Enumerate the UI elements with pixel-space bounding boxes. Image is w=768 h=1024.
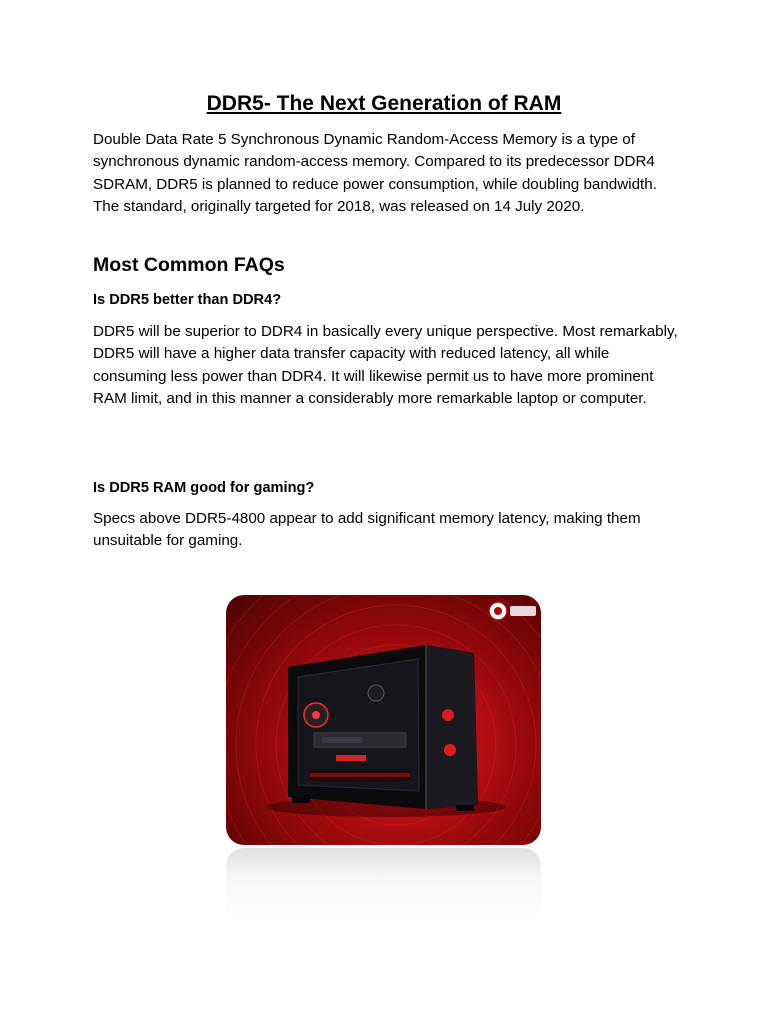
gaming-pc-case-icon xyxy=(226,595,541,845)
faq-question-2: Is DDR5 RAM good for gaming? xyxy=(93,480,315,496)
faq-answer-1: DDR5 will be superior to DDR4 in basically every unique perspective. Most remarkably, DDR5 will have a higher data transfer capacity with reduced latency, all while consuming less power than DDR4. It will likewise permit us to have more prominent RAM limit, and in this manner a considerably more remarkable laptop or computer. xyxy=(93,323,678,408)
faq-question-1: Is DDR5 better than DDR4? xyxy=(93,292,282,308)
faq-heading: Most Common FAQs xyxy=(93,254,285,276)
faq-answer-2: Specs above DDR5-4800 appear to add significant memory latency, making them unsuitable for gaming. xyxy=(93,510,641,550)
gaming-pc-image xyxy=(226,595,541,845)
page-title: DDR5- The Next Generation of RAM xyxy=(206,92,562,115)
intro-paragraph: Double Data Rate 5 Synchronous Dynamic Random-Access Memory is a type of synchronous dynamic random-access memory. Compared to its predecessor DDR4 SDRAM, DDR5 is planned to reduce power consumption, while doubling bandwidth. The standard, originally targeted for 2018, was released on 14 July 2020. xyxy=(93,131,657,216)
image-reflection xyxy=(226,848,541,918)
